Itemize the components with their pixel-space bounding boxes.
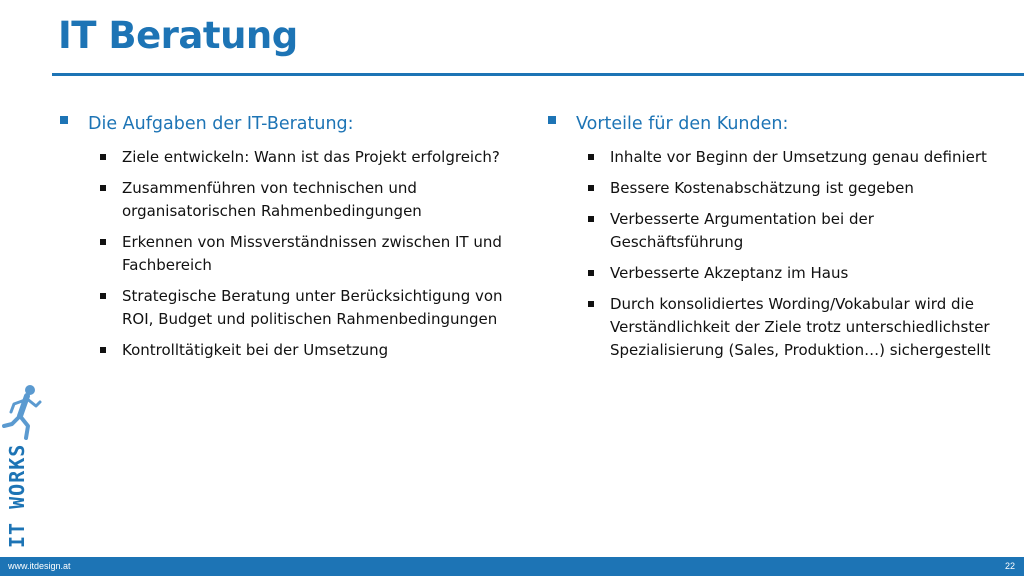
list-item — [60, 146, 525, 169]
running-man-icon — [4, 385, 40, 438]
list-item — [548, 262, 1010, 285]
left-column — [60, 112, 525, 370]
bullet-icon — [100, 293, 106, 299]
list-item — [60, 231, 525, 277]
list-item — [548, 177, 1010, 200]
footer-bar — [0, 557, 1024, 576]
bullet-icon — [588, 301, 594, 307]
bullet-icon — [588, 185, 594, 191]
list-item-text: Strategische Beratung unter Berücksichtigung von ROI, Budget und politischen Rahmenbedingungen — [122, 287, 503, 328]
bullet-icon — [100, 154, 106, 160]
right-heading-text: Vorteile für den Kunden: — [576, 114, 789, 134]
list-item — [60, 177, 525, 223]
it-works-logo — [0, 382, 44, 552]
slide-title: IT Beratung — [58, 14, 298, 57]
list-item — [548, 146, 1010, 169]
left-heading-text: Die Aufgaben der IT-Beratung: — [88, 114, 354, 134]
list-item — [60, 285, 525, 331]
list-item — [60, 339, 525, 362]
right-column — [548, 112, 1010, 370]
list-item — [548, 208, 1010, 254]
bullet-icon — [588, 216, 594, 222]
right-heading — [548, 112, 1010, 136]
bullet-icon — [100, 239, 106, 245]
left-heading — [60, 112, 525, 136]
bullet-icon — [588, 270, 594, 276]
list-item-text: Ziele entwickeln: Wann ist das Projekt erfolgreich? — [122, 148, 500, 166]
bullet-icon — [100, 185, 106, 191]
list-item-text: Zusammenführen von technischen und organisatorischen Rahmenbedingungen — [122, 179, 422, 220]
list-item — [548, 293, 1010, 362]
bullet-icon — [588, 154, 594, 160]
heading-bullet-icon — [60, 116, 68, 124]
bullet-icon — [100, 347, 106, 353]
list-item-text: Verbesserte Akzeptanz im Haus — [610, 264, 849, 282]
list-item-text: Inhalte vor Beginn der Umsetzung genau definiert — [610, 148, 987, 166]
list-item-text: Durch konsolidiertes Wording/Vokabular wird die Verständlichkeit der Ziele trotz unterschiedlichster Spezialisierung (Sales, Produktion…) sichergestellt — [610, 295, 991, 359]
heading-bullet-icon — [548, 116, 556, 124]
logo-wordmark: IT WORKS — [5, 443, 29, 548]
page-number: 22 — [1004, 561, 1015, 571]
list-item-text: Verbesserte Argumentation bei der Geschäftsführung — [610, 210, 874, 251]
left-list — [60, 146, 525, 362]
right-list — [548, 146, 1010, 362]
title-divider — [52, 73, 1024, 76]
list-item-text: Erkennen von Missverständnissen zwischen IT und Fachbereich — [122, 233, 502, 274]
list-item-text: Bessere Kostenabschätzung ist gegeben — [610, 179, 914, 197]
footer-url: www.itdesign.at — [8, 561, 71, 571]
list-item-text: Kontrolltätigkeit bei der Umsetzung — [122, 341, 389, 359]
